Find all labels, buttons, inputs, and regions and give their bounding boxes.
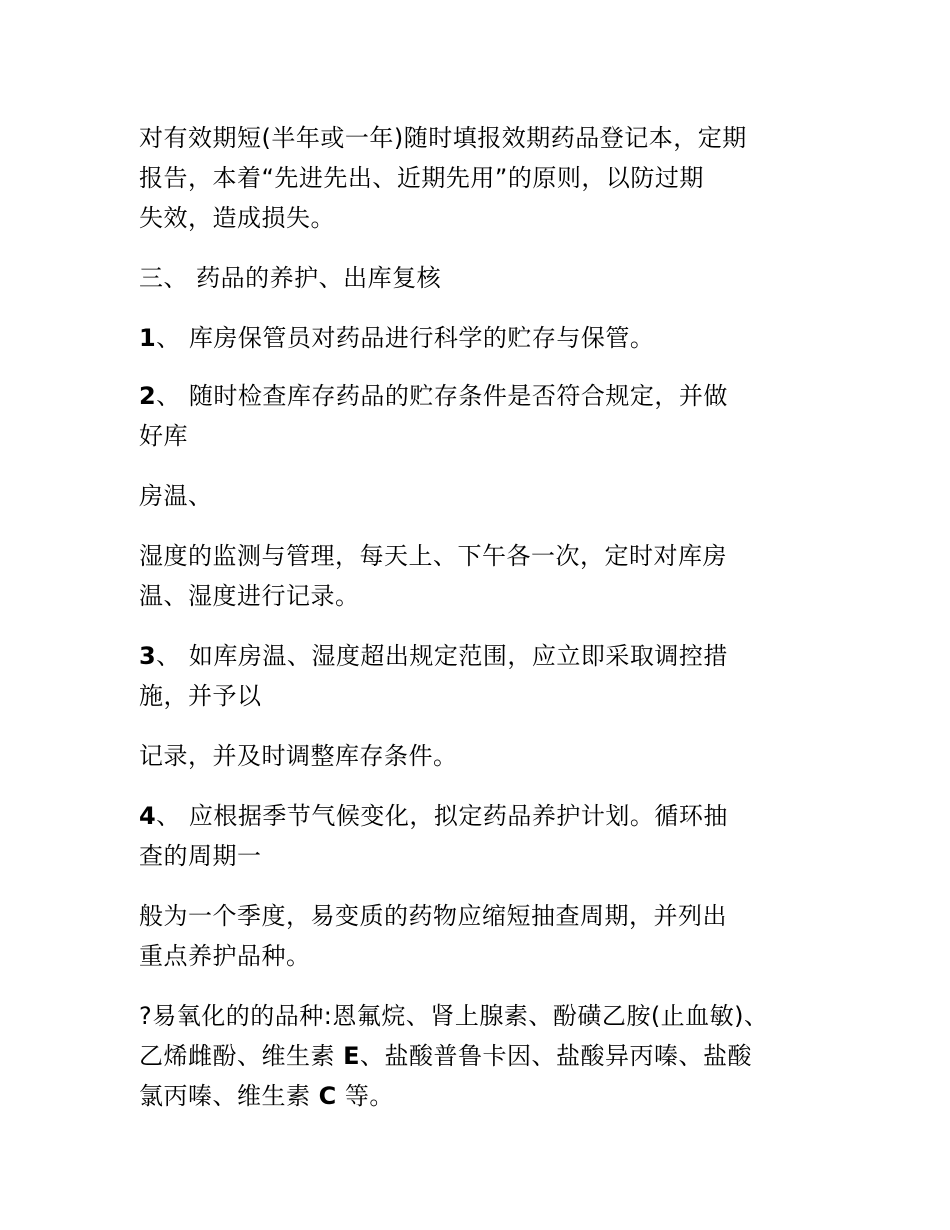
paragraph-line: 重点养护品种。 (139, 942, 311, 970)
list-item-4 (139, 800, 728, 832)
line-text: 等。 (336, 1082, 394, 1110)
list-number: 2 (139, 382, 157, 410)
paragraph-line: 查的周期一 (139, 842, 262, 870)
line-text: 、盐酸普鲁卡因、盐酸异丙嗪、盐酸 (360, 1042, 753, 1070)
list-text: 、 如库房温、湿度超出规定范围，应立即采取调控措 (156, 642, 728, 670)
paragraph-line: 对有效期短(半年或一年)随时填报效期药品登记本，定期 (139, 124, 747, 152)
paragraph-line: 温、湿度进行记录。 (139, 582, 360, 610)
list-item-1 (139, 322, 654, 354)
line-text: 乙烯雌酚、维生素 (139, 1042, 344, 1070)
list-number: 4 (139, 802, 157, 830)
list-item-2 (139, 380, 728, 412)
list-item-3 (139, 640, 728, 672)
list-number: 1 (139, 324, 157, 352)
paragraph-line: 般为一个季度，易变质的药物应缩短抽查周期，并列出 (139, 902, 727, 930)
paragraph-line: 施，并予以 (139, 682, 262, 710)
paragraph-line: 房温、 (139, 482, 213, 510)
paragraph-line: 记录，并及时调整库存条件。 (139, 742, 458, 770)
paragraph-line: 报告，本着“先进先出、近期先用”的原则，以防过期 (139, 164, 704, 192)
paragraph-line (139, 1040, 752, 1072)
paragraph-line (139, 1080, 394, 1112)
list-text: 、 应根据季节气候变化，拟定药品养护计划。循环抽 (156, 802, 728, 830)
list-text: 、 随时检查库存药品的贮存条件是否符合规定，并做 (156, 382, 728, 410)
section-heading: 三、 药品的养护、出库复核 (139, 264, 442, 292)
paragraph-line: 湿度的监测与管理，每天上、下午各一次，定时对库房 (139, 542, 727, 570)
list-text: 、 库房保管员对药品进行科学的贮存与保管。 (156, 324, 655, 352)
vitamin-letter: E (343, 1042, 361, 1070)
paragraph-line: 好库 (139, 422, 188, 450)
paragraph-line: ?易氧化的的品种:恩氟烷、肾上腺素、酚磺乙胺(止血敏)、 (139, 1002, 769, 1030)
vitamin-letter: C (318, 1082, 337, 1110)
paragraph-line: 失效，造成损失。 (139, 204, 335, 232)
list-number: 3 (139, 642, 157, 670)
line-text: 氯丙嗪、维生素 (139, 1082, 319, 1110)
